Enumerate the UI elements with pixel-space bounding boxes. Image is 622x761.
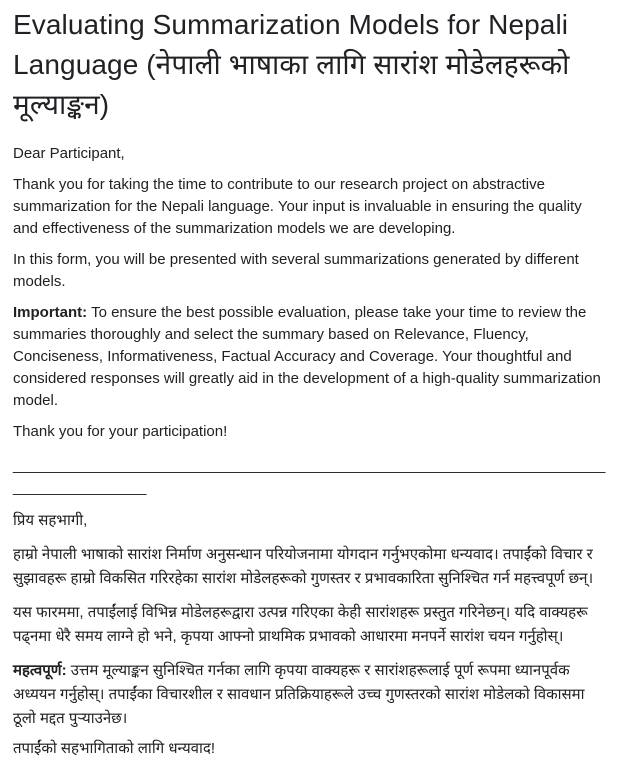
page-title: Evaluating Summarization Models for Nepali Language (नेपाली भाषाका लागि सारांश मोडेलहरूको मूल्याङ्कन): [13, 9, 570, 120]
paragraph-form-english: In this form, you will be presented with several summarizations generated by different models.: [13, 251, 579, 290]
important-text-english: To ensure the best possible evaluation, please take your time to review the summaries thoroughly and select the summary based on Relevance, Fluency, Conciseness, Informativeness, Factual Accuracy and Coverage. Your thoughtful and considered responses will greatly aid in the development of a high-quality summarization model.: [13, 304, 601, 409]
english-section: [13, 143, 608, 443]
important-label-nepali: महत्वपूर्ण:: [13, 662, 67, 679]
important-label-english: Important:: [13, 304, 88, 321]
thanks-nepali: तपाईंको सहभागिताको लागि धन्यवाद!: [13, 740, 216, 757]
paragraph-intro-nepali: हाम्रो नेपाली भाषाको सारांश निर्माण अनुसन्धान परियोजनामा योगदान गर्नुभएकोमा धन्यवाद। तपाईंको विचार र सुझावहरू हाम्रो विकसित गरिरहेका सारांश मोडेलहरूको गुणस्तर र प्रभावकारिता सुनिश्चित गर्न महत्त्वपूर्ण छन्।: [13, 546, 594, 587]
important-text-nepali: उत्तम मूल्याङ्कन सुनिश्चित गर्नका लागि कृपया वाक्यहरू र सारांशहरूलाई पूर्ण रूपमा ध्यानपूर्वक अध्ययन गर्नुहोस्। तपाईंका विचारशील र सावधान प्रतिक्रियाहरूले उच्च गुणस्तरको सारांश मोडेलको विकासमा ठूलो मद्दत पुऱ्याउनेछ।: [13, 662, 585, 727]
paragraph-form-nepali: यस फारममा, तपाईंलाई विभिन्न मोडेलहरूद्वारा उत्पन्न गरिएका केही सारांशहरू प्रस्तुत गरिनेछन्। यदि वाक्यहरू पढ्नमा धेरै समय लाग्ने हो भने, कृपया आफ्नो प्राथमिक प्रभावको आधारमा मनपर्ने सारांश चयन गर्नुहोस्।: [13, 604, 588, 645]
thanks-english: Thank you for your participation!: [13, 423, 228, 440]
paragraph-important-nepali: [13, 659, 608, 731]
paragraph-important-english: [13, 302, 608, 412]
nepali-section: [13, 509, 608, 761]
underscore-divider: _______________________________________________________________________________________: [13, 457, 606, 496]
paragraph-intro-english: Thank you for taking the time to contribute to our research project on abstractive summarization for the Nepali language. Your input is invaluable in ensuring the quality and effectiveness of the summarization models we are developing.: [13, 176, 582, 237]
greeting-nepali: प्रिय सहभागी,: [13, 512, 88, 529]
greeting-english: Dear Participant,: [13, 145, 125, 162]
